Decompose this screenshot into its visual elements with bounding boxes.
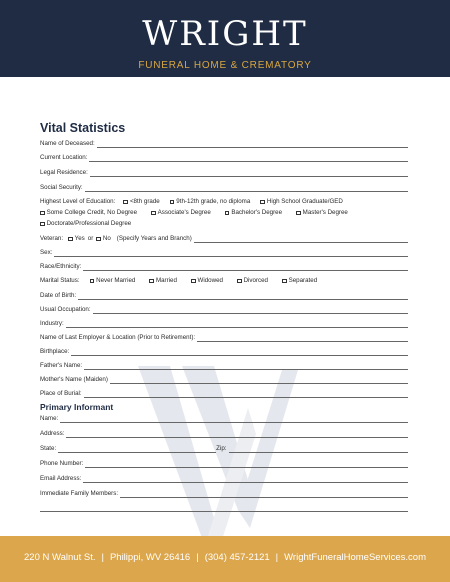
industry-field[interactable] — [40, 318, 408, 328]
birthplace-field[interactable] — [40, 346, 408, 356]
checkbox-icon[interactable] — [68, 237, 73, 242]
social-security-field[interactable] — [40, 182, 408, 192]
veteran-note: (Specify Years and Branch) — [116, 235, 192, 242]
immediate-family-line-2[interactable] — [40, 505, 408, 512]
race-line[interactable] — [83, 264, 408, 271]
footer-city: Philippi, WV 26416 — [109, 552, 191, 563]
education-option-some-college[interactable]: Some College Credit, No Degree — [40, 209, 137, 217]
education-option-doctorate[interactable]: Doctorate/Professional Degree — [40, 220, 131, 228]
sex-label: Sex: — [40, 249, 53, 256]
fathers-name-field[interactable] — [40, 360, 408, 370]
checkbox-icon[interactable] — [40, 211, 45, 216]
education-option-8th[interactable]: <8th grade — [123, 198, 159, 206]
veteran-line[interactable] — [194, 236, 408, 243]
sex-line[interactable] — [54, 250, 408, 257]
veteran-no-option[interactable]: No — [96, 235, 111, 243]
education-option-9-12[interactable]: 9th-12th grade, no diploma — [170, 198, 251, 206]
place-of-burial-label: Place of Burial: — [40, 390, 82, 397]
informant-state-zip-field — [40, 443, 408, 453]
industry-line[interactable] — [66, 321, 408, 328]
checkbox-icon[interactable] — [170, 200, 175, 205]
informant-phone-field[interactable] — [40, 458, 408, 468]
name-of-deceased-line[interactable] — [97, 141, 408, 148]
industry-label: Industry: — [40, 320, 64, 327]
informant-email-label: Email Address: — [40, 475, 82, 482]
form-title: Vital Statistics — [40, 121, 126, 135]
informant-name-field[interactable] — [40, 413, 408, 423]
checkbox-icon[interactable] — [123, 200, 128, 205]
immediate-family-extra-line[interactable] — [40, 502, 408, 512]
place-of-burial-line[interactable] — [84, 391, 408, 398]
veteran-yes-option[interactable]: Yes — [68, 235, 85, 243]
informant-address-label: Address: — [40, 430, 65, 437]
education-row-1 — [40, 196, 408, 206]
name-of-deceased-label: Name of Deceased: — [40, 140, 95, 147]
veteran-label: Veteran: — [40, 235, 64, 242]
usual-occupation-label: Usual Occupation: — [40, 306, 91, 313]
education-option-masters[interactable]: Master's Degree — [296, 209, 348, 217]
education-option-hs[interactable]: High School Graduate/GED — [260, 198, 343, 206]
checkbox-icon[interactable] — [282, 279, 287, 284]
footer-bar — [0, 536, 450, 582]
footer-phone: (304) 457-2121 — [204, 552, 270, 563]
informant-email-field[interactable] — [40, 473, 408, 483]
informant-zip-line[interactable] — [229, 446, 409, 453]
immediate-family-field[interactable] — [40, 488, 408, 498]
current-location-line[interactable] — [89, 155, 408, 162]
last-employer-field[interactable] — [40, 332, 408, 342]
checkbox-icon[interactable] — [191, 279, 196, 284]
current-location-field[interactable] — [40, 152, 408, 162]
informant-phone-label: Phone Number: — [40, 460, 84, 467]
sex-field[interactable] — [40, 247, 408, 257]
race-field[interactable] — [40, 261, 408, 271]
marital-never-married[interactable]: Never Married — [90, 277, 136, 285]
header-banner — [0, 0, 450, 77]
name-of-deceased-field[interactable] — [40, 138, 408, 148]
date-of-birth-field[interactable] — [40, 290, 408, 300]
informant-zip-label: Zip: — [216, 445, 227, 452]
marital-status-field — [40, 275, 408, 285]
checkbox-icon[interactable] — [149, 279, 154, 284]
checkbox-icon[interactable] — [40, 222, 45, 227]
legal-residence-line[interactable] — [90, 170, 408, 177]
informant-email-line[interactable] — [83, 476, 408, 483]
checkbox-icon[interactable] — [96, 237, 101, 242]
veteran-or-text: or — [87, 235, 94, 242]
mothers-name-label: Mother's Name (Maiden) — [40, 376, 108, 383]
fathers-name-label: Father's Name: — [40, 362, 83, 369]
race-label: Race/Ethnicity: — [40, 263, 82, 270]
education-row-3 — [40, 218, 408, 228]
social-security-line[interactable] — [85, 185, 408, 192]
last-employer-line[interactable] — [197, 335, 408, 342]
informant-address-field[interactable] — [40, 428, 408, 438]
checkbox-icon[interactable] — [151, 211, 156, 216]
mothers-name-line[interactable] — [110, 377, 408, 384]
footer-separator: | — [101, 552, 104, 563]
checkbox-icon[interactable] — [260, 200, 265, 205]
informant-name-label: Name: — [40, 415, 59, 422]
legal-residence-label: Legal Residence: — [40, 169, 88, 176]
primary-informant-heading: Primary Informant — [40, 402, 114, 412]
checkbox-icon[interactable] — [90, 279, 95, 284]
education-option-bachelors[interactable]: Bachelor's Degree — [225, 209, 282, 217]
informant-state-line[interactable] — [58, 446, 216, 453]
education-option-associates[interactable]: Associate's Degree — [151, 209, 211, 217]
marital-status-label: Marital Status: — [40, 277, 80, 284]
mothers-name-field[interactable] — [40, 374, 408, 384]
informant-address-line[interactable] — [66, 431, 408, 438]
immediate-family-line[interactable] — [120, 491, 408, 498]
current-location-label: Current Location: — [40, 154, 88, 161]
informant-state-label: State: — [40, 445, 57, 452]
immediate-family-label: Immediate Family Members: — [40, 490, 119, 497]
date-of-birth-line[interactable] — [78, 293, 408, 300]
last-employer-label: Name of Last Employer & Location (Prior to Retirement): — [40, 334, 196, 341]
legal-residence-field[interactable] — [40, 167, 408, 177]
education-label: Highest Level of Education: — [40, 198, 116, 205]
marital-widowed[interactable]: Widowed — [191, 277, 223, 285]
checkbox-icon[interactable] — [296, 211, 301, 216]
date-of-birth-label: Date of Birth: — [40, 292, 77, 299]
informant-name-line[interactable] — [60, 416, 408, 423]
footer-separator: | — [275, 552, 279, 563]
footer-address: 220 N Walnut St. — [24, 552, 96, 563]
logo-subtitle: FUNERAL HOME & CREMATORY — [138, 60, 312, 71]
informant-phone-line[interactable] — [85, 461, 408, 468]
marital-divorced[interactable]: Divorced — [237, 277, 268, 285]
birthplace-label: Birthplace: — [40, 348, 70, 355]
checkbox-icon[interactable] — [237, 279, 242, 284]
usual-occupation-field[interactable] — [40, 304, 408, 314]
social-security-label: Social Security: — [40, 184, 83, 191]
fathers-name-line[interactable] — [84, 363, 408, 370]
footer-separator: | — [196, 552, 199, 563]
logo-wordmark: WRIGHT — [142, 14, 308, 54]
marital-separated[interactable]: Separated — [282, 277, 317, 285]
usual-occupation-line[interactable] — [93, 307, 408, 314]
marital-married[interactable]: Married — [149, 277, 177, 285]
education-row-2 — [40, 207, 408, 217]
veteran-field — [40, 233, 408, 243]
place-of-burial-field[interactable] — [40, 388, 408, 398]
footer-website-link[interactable]: WrightFuneralHomeServices.com — [284, 552, 426, 563]
checkbox-icon[interactable] — [225, 211, 230, 216]
birthplace-line[interactable] — [71, 349, 408, 356]
footer-contact — [0, 552, 450, 564]
